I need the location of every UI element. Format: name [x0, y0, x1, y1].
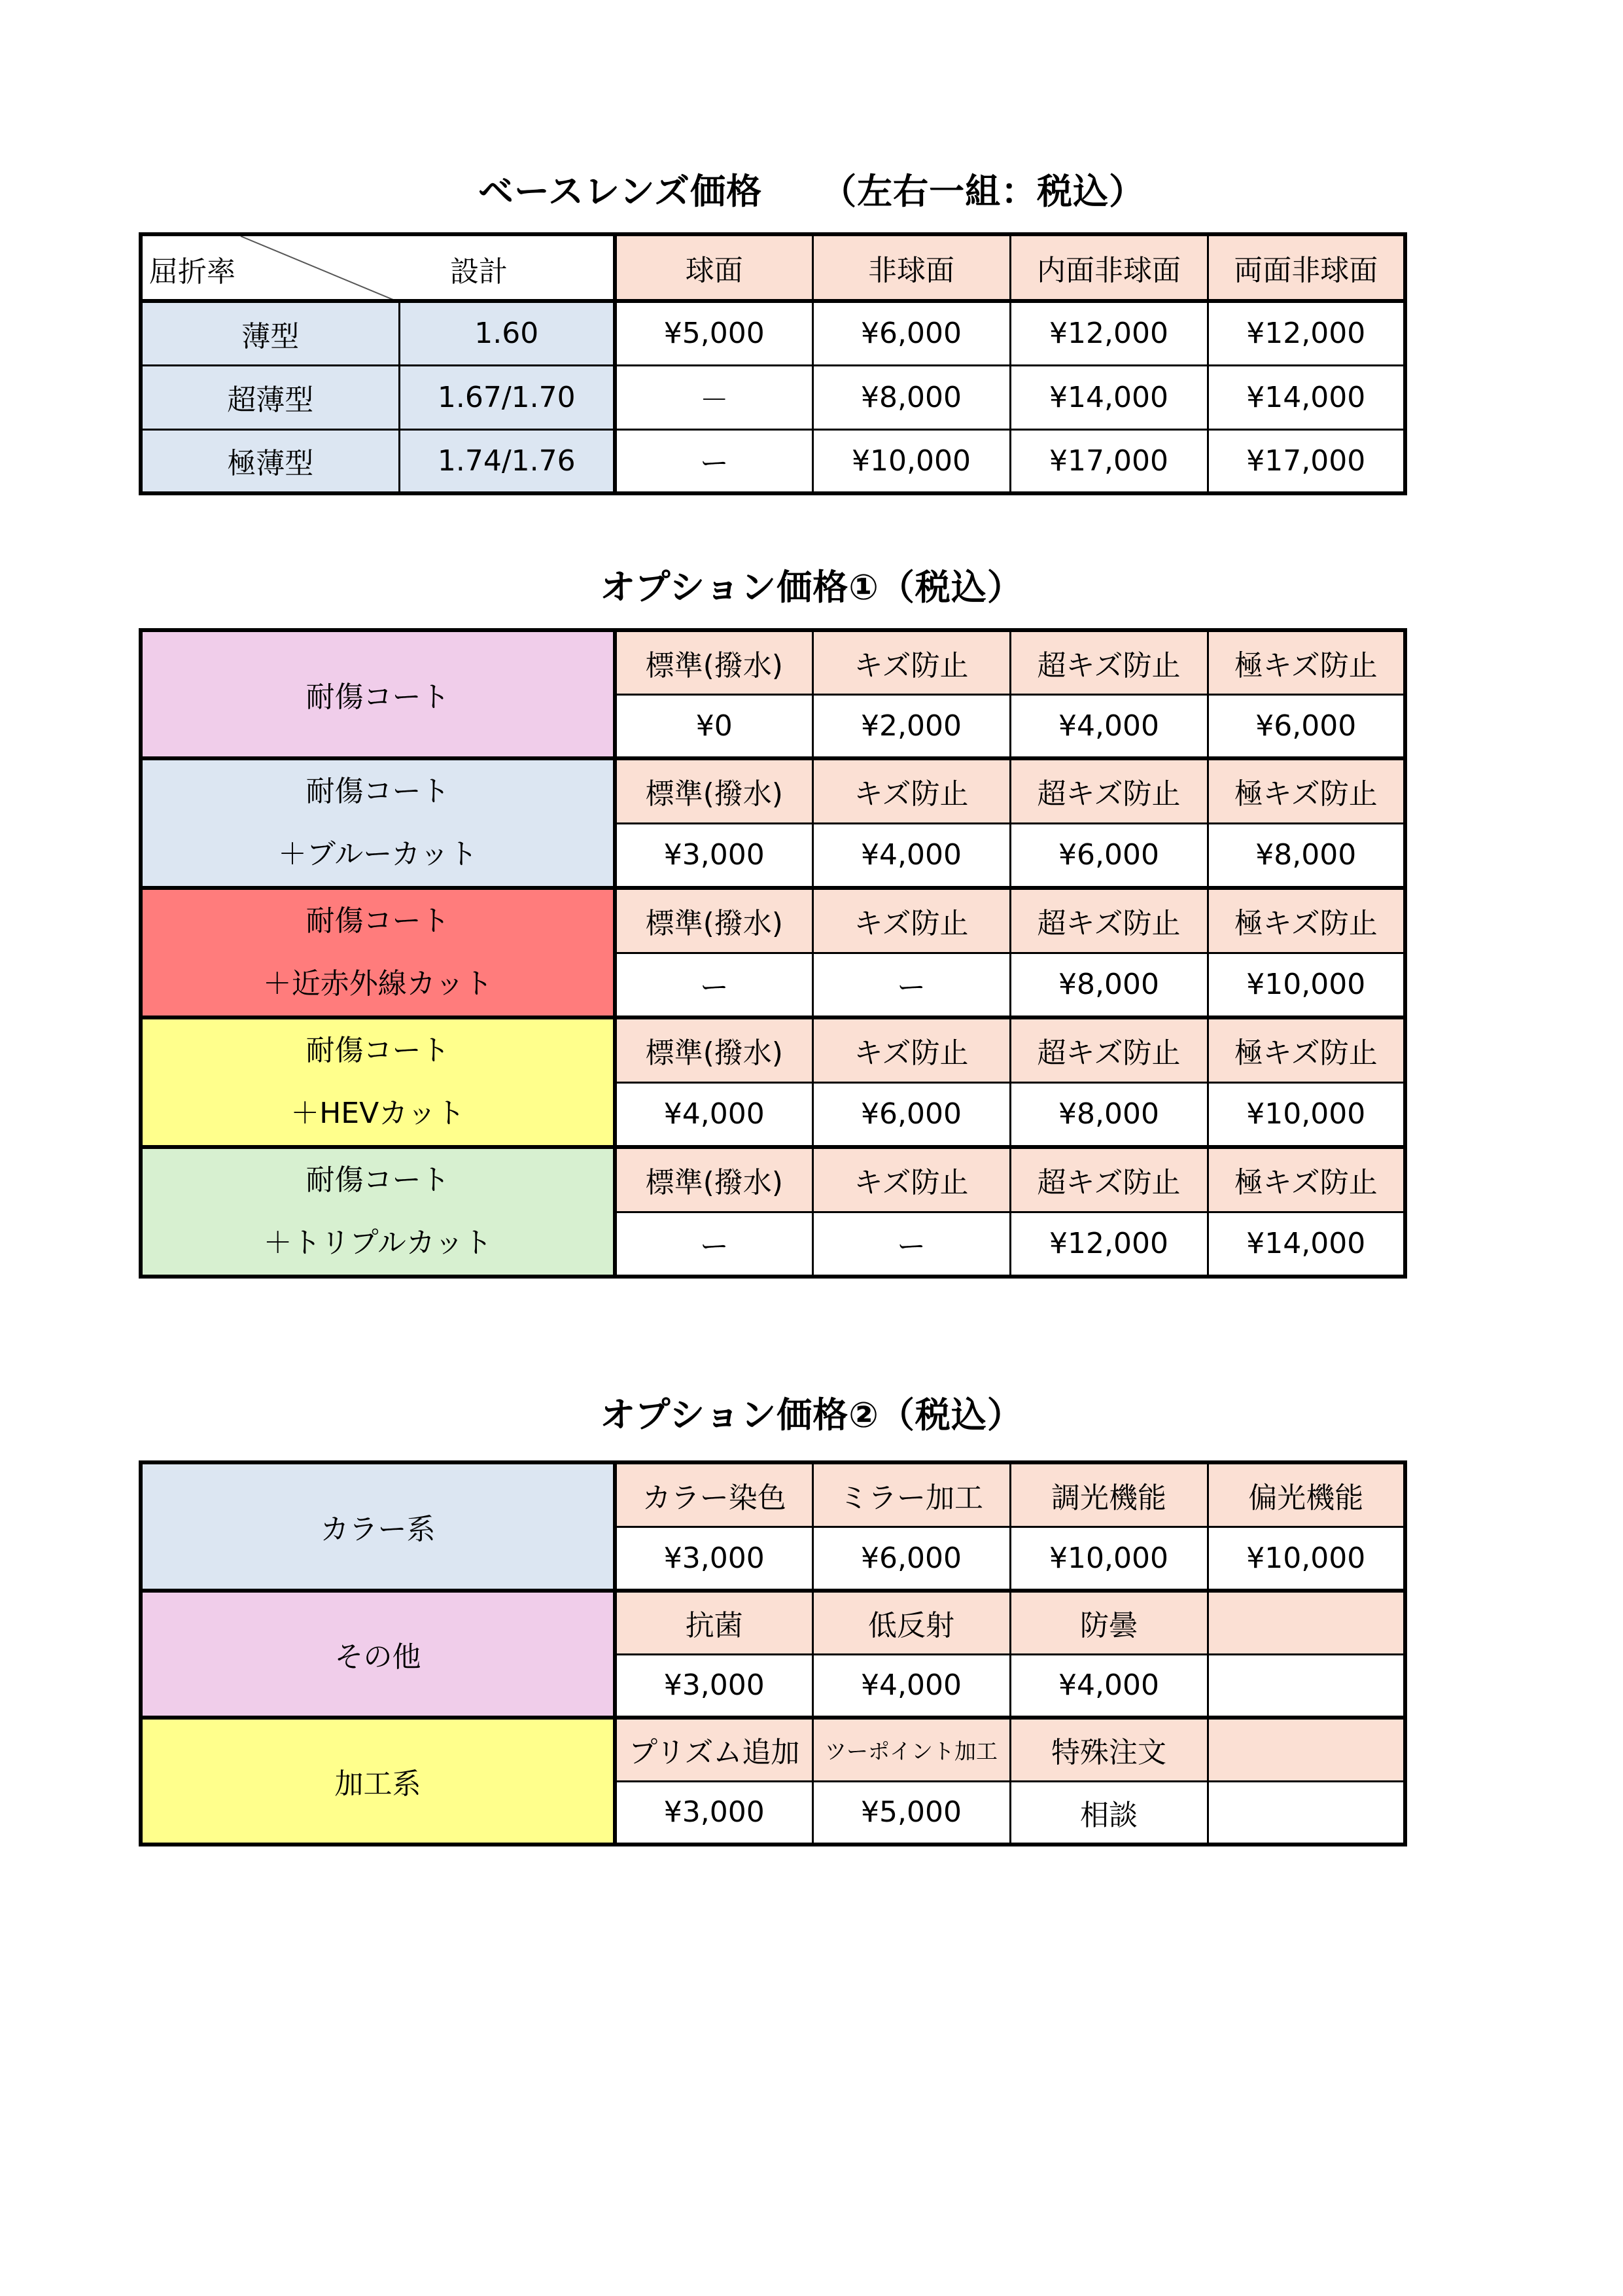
option-header: 極キズ防止 — [1208, 1147, 1405, 1212]
price-cell: ¥6,000 — [812, 1527, 1010, 1591]
col-header-spherical: 球面 — [615, 234, 812, 301]
option-group-other: その他 — [141, 1591, 615, 1718]
base-subtitle-text: （左右一組：税込） — [821, 171, 1145, 212]
price-cell: ¥4,000 — [812, 1654, 1010, 1718]
group-label-line1: 耐傷コート — [305, 904, 450, 938]
option-group-processing: 加工系 — [141, 1718, 615, 1845]
price-cell: ¥3,000 — [615, 1654, 812, 1718]
coating-label-bluecut — [141, 758, 615, 888]
price-cell: ¥2,000 — [812, 694, 1010, 758]
price-cell: ¥6,000 — [812, 301, 1010, 365]
option1-table — [139, 628, 1407, 1279]
option-header: 超キズ防止 — [1010, 1147, 1208, 1212]
price-cell-empty — [1208, 1781, 1405, 1845]
price-cell: ¥4,000 — [812, 823, 1010, 888]
price-cell: ¥0 — [615, 694, 812, 758]
group-label-line2: ＋ブルーカット — [278, 838, 478, 871]
option-header: 超キズ防止 — [1010, 758, 1208, 823]
option-header: キズ防止 — [812, 758, 1010, 823]
price-cell: ¥8,000 — [1208, 823, 1405, 888]
price-cell: ¥8,000 — [812, 365, 1010, 429]
price-cell: ー — [615, 953, 812, 1017]
option-header-empty — [1208, 1718, 1405, 1781]
price-cell: ¥8,000 — [1010, 953, 1208, 1017]
row-index-ultra-thin: 1.74/1.76 — [399, 429, 615, 493]
option-header: 調光機能 — [1010, 1462, 1208, 1527]
option-header: 超キズ防止 — [1010, 630, 1208, 694]
group-label-line1: 耐傷コート — [305, 775, 450, 808]
price-cell: ¥17,000 — [1208, 429, 1405, 493]
corner-label-design: 設計 — [450, 255, 508, 289]
option-header: プリズム追加 — [615, 1718, 812, 1781]
price-cell: ¥6,000 — [812, 1082, 1010, 1147]
option-header: 標準(撥水) — [615, 1017, 812, 1082]
price-cell: ¥10,000 — [1208, 1082, 1405, 1147]
row-type-super-thin: 超薄型 — [141, 365, 399, 429]
price-cell: ¥12,000 — [1208, 301, 1405, 365]
group-label-line1: 耐傷コート — [305, 1034, 450, 1067]
option-header: キズ防止 — [812, 630, 1010, 694]
price-cell: ー — [615, 429, 812, 493]
price-cell: ¥4,000 — [1010, 694, 1208, 758]
price-cell: ¥12,000 — [1010, 1212, 1208, 1277]
option-header: 防曇 — [1010, 1591, 1208, 1654]
option-header: 超キズ防止 — [1010, 1017, 1208, 1082]
base-corner-header — [141, 234, 615, 301]
price-cell: ¥10,000 — [1208, 1527, 1405, 1591]
coating-label-hev-cut — [141, 1017, 615, 1147]
price-cell: ¥5,000 — [812, 1781, 1010, 1845]
option1-title: オプション価格①（税込） — [600, 567, 1023, 608]
group-label-line2: ＋近赤外線カット — [262, 967, 493, 1000]
option-header: キズ防止 — [812, 1147, 1010, 1212]
price-cell: 相談 — [1010, 1781, 1208, 1845]
price-cell: ー — [615, 1212, 812, 1277]
price-cell: ー — [812, 1212, 1010, 1277]
price-cell: ¥10,000 — [1208, 953, 1405, 1017]
option2-table — [139, 1460, 1407, 1846]
price-cell: － — [615, 365, 812, 429]
price-cell: ¥10,000 — [1010, 1527, 1208, 1591]
group-label-line1: 耐傷コート — [305, 680, 450, 714]
group-label-line1: 耐傷コート — [305, 1163, 450, 1197]
price-cell: ¥4,000 — [1010, 1654, 1208, 1718]
coating-label-triple-cut — [141, 1147, 615, 1277]
col-header-double-aspherical: 両面非球面 — [1208, 234, 1405, 301]
option-header: 標準(撥水) — [615, 630, 812, 694]
option-header: 極キズ防止 — [1208, 758, 1405, 823]
price-cell: ¥3,000 — [615, 1527, 812, 1591]
option-header: 標準(撥水) — [615, 758, 812, 823]
option-header: 標準(撥水) — [615, 1147, 812, 1212]
option2-title: オプション価格②（税込） — [600, 1394, 1023, 1436]
price-cell: ¥6,000 — [1208, 694, 1405, 758]
price-cell: ¥17,000 — [1010, 429, 1208, 493]
row-type-ultra-thin: 極薄型 — [141, 429, 399, 493]
price-cell: ¥3,000 — [615, 1781, 812, 1845]
row-index-super-thin: 1.67/1.70 — [399, 365, 615, 429]
price-cell: ¥14,000 — [1208, 365, 1405, 429]
price-cell: ー — [812, 953, 1010, 1017]
row-type-thin: 薄型 — [141, 301, 399, 365]
col-header-inner-aspherical: 内面非球面 — [1010, 234, 1208, 301]
price-cell: ¥6,000 — [1010, 823, 1208, 888]
option-header: カラー染色 — [615, 1462, 812, 1527]
group-label-line2: ＋トリプルカット — [263, 1226, 493, 1260]
price-cell: ¥3,000 — [615, 823, 812, 888]
option-header: 極キズ防止 — [1208, 1017, 1405, 1082]
option-header: 標準(撥水) — [615, 888, 812, 953]
option-header: 偏光機能 — [1208, 1462, 1405, 1527]
price-cell: ¥10,000 — [812, 429, 1010, 493]
col-header-aspherical: 非球面 — [812, 234, 1010, 301]
group-label-line2: ＋HEVカット — [290, 1097, 465, 1130]
option-header: 特殊注文 — [1010, 1718, 1208, 1781]
row-index-thin: 1.60 — [399, 301, 615, 365]
base-price-title — [0, 164, 1623, 214]
option-header: 低反射 — [812, 1591, 1010, 1654]
option-header: ミラー加工 — [812, 1462, 1010, 1527]
option-header: キズ防止 — [812, 1017, 1010, 1082]
price-cell: ¥12,000 — [1010, 301, 1208, 365]
option-header: 極キズ防止 — [1208, 888, 1405, 953]
base-title-text: ベースレンズ価格 — [478, 171, 763, 212]
price-cell: ¥5,000 — [615, 301, 812, 365]
price-cell: ¥8,000 — [1010, 1082, 1208, 1147]
option-header: 抗菌 — [615, 1591, 812, 1654]
price-cell-empty — [1208, 1654, 1405, 1718]
option-header: 超キズ防止 — [1010, 888, 1208, 953]
price-cell: ¥14,000 — [1010, 365, 1208, 429]
option-header: ツーポイント加工 — [812, 1718, 1010, 1781]
base-lens-table — [139, 232, 1407, 495]
option-header: 極キズ防止 — [1208, 630, 1405, 694]
price-cell: ¥4,000 — [615, 1082, 812, 1147]
price-cell: ¥14,000 — [1208, 1212, 1405, 1277]
coating-label-nir-cut — [141, 888, 615, 1017]
corner-label-index: 屈折率 — [149, 255, 236, 289]
option-header: キズ防止 — [812, 888, 1010, 953]
option-group-color: カラー系 — [141, 1462, 615, 1591]
coating-label-standard — [141, 630, 615, 758]
option-header-empty — [1208, 1591, 1405, 1654]
